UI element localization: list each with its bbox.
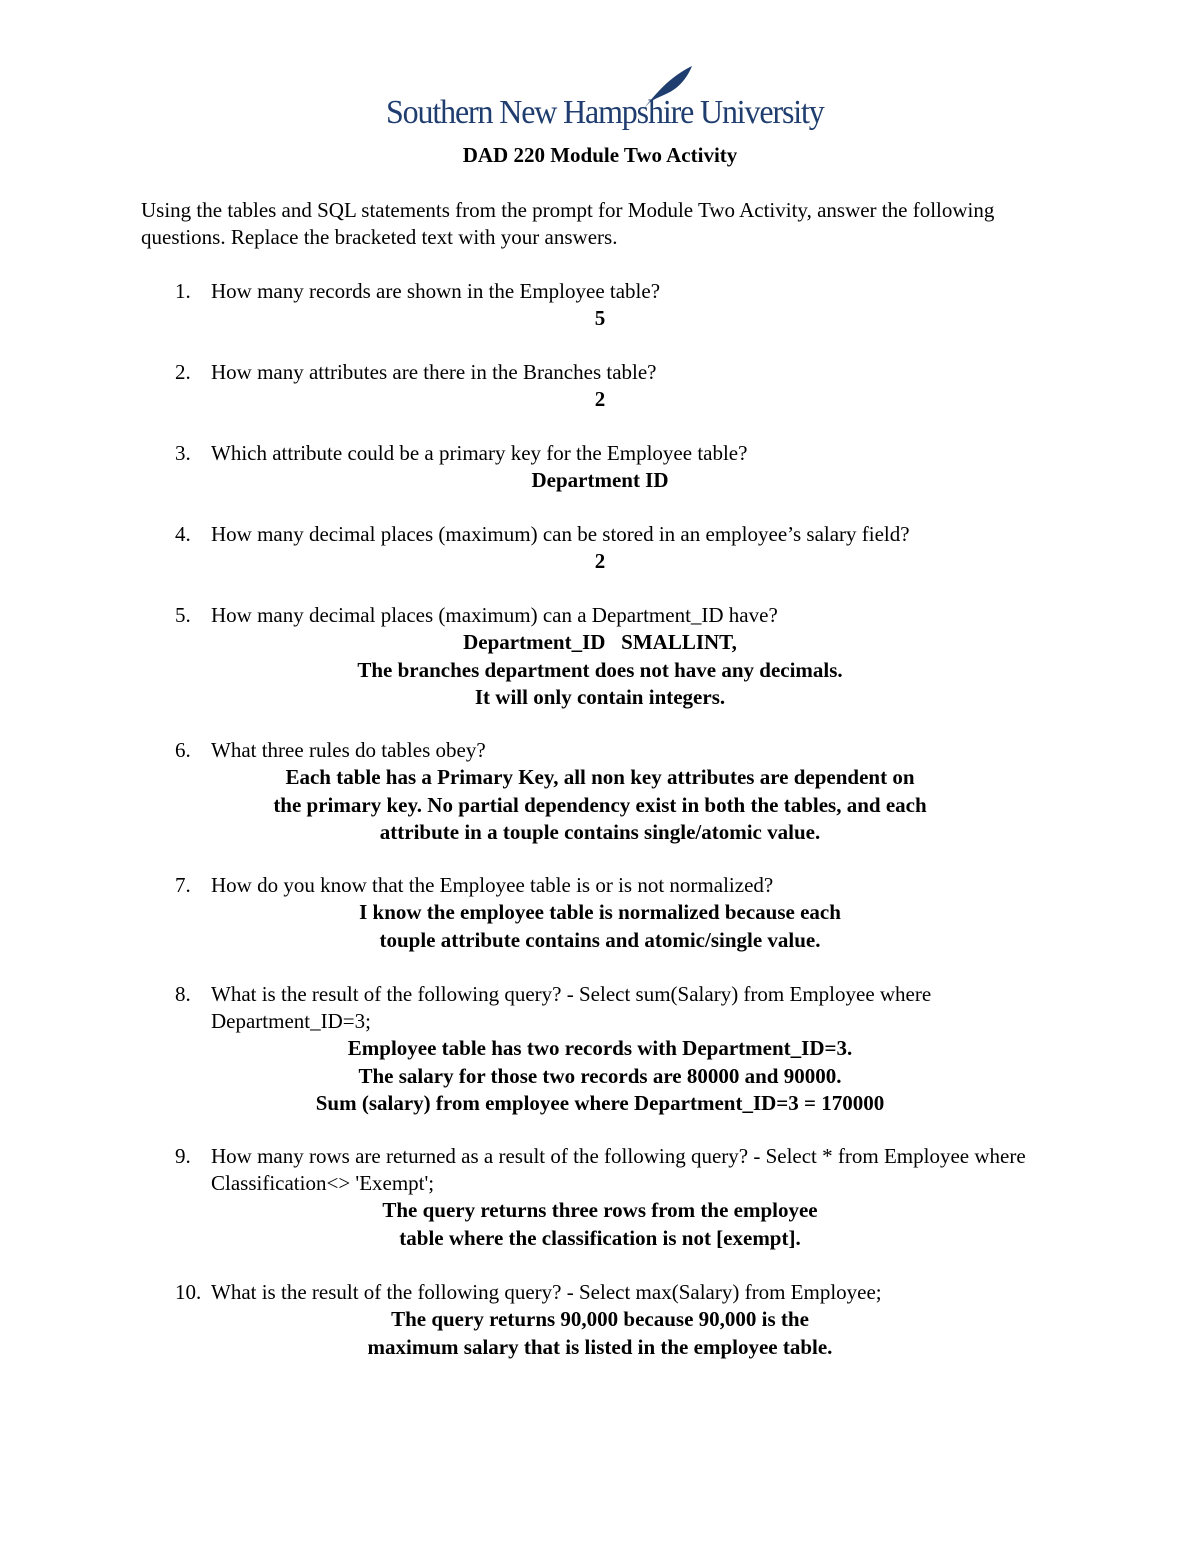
question-text: How many attributes are there in the Branches table? xyxy=(211,360,657,384)
question-number: 10. xyxy=(175,1280,202,1304)
question-2 xyxy=(175,359,1055,386)
question-number: 5. xyxy=(175,603,191,627)
answer-line: touple attribute contains and atomic/single value. xyxy=(379,927,821,952)
answer-7 xyxy=(0,899,1200,954)
answer-line: The salary for those two records are 80000 and 90000. xyxy=(358,1063,842,1088)
question-5 xyxy=(175,602,1055,629)
question-number: 6. xyxy=(175,738,191,762)
question-text: How many decimal places (maximum) can be stored in an employee’s salary field? xyxy=(211,522,910,546)
question-9 xyxy=(175,1143,1055,1197)
answer-line: maximum salary that is listed in the employee table. xyxy=(367,1334,833,1359)
question-number: 4. xyxy=(175,522,191,546)
question-text: How do you know that the Employee table is or is not normalized? xyxy=(211,873,774,897)
answer-line: Each table has a Primary Key, all non key attributes are dependent on xyxy=(285,765,915,789)
answer-6 xyxy=(0,764,1200,847)
answer-line: the primary key. No partial dependency exist in both the tables, and each xyxy=(273,792,927,817)
answer-line: table where the classification is not [exempt]. xyxy=(399,1225,801,1250)
university-logo xyxy=(386,64,824,142)
answer-line: It will only contain integers. xyxy=(474,685,726,709)
question-7 xyxy=(175,872,1055,899)
answer-9 xyxy=(0,1197,1200,1252)
question-number: 9. xyxy=(175,1144,191,1168)
answer-1 xyxy=(0,305,1200,333)
answer-8 xyxy=(0,1035,1200,1118)
answer-5 xyxy=(0,629,1200,712)
question-text: Which attribute could be a primary key for the Employee table? xyxy=(211,441,748,465)
answer-4 xyxy=(0,548,1200,576)
answer-line: Employee table has two records with Department_ID=3. xyxy=(347,1036,853,1060)
question-8 xyxy=(175,981,1055,1035)
answer-line: The branches department does not have any decimals. xyxy=(357,657,843,682)
question-3 xyxy=(175,440,1055,467)
answer-3 xyxy=(0,467,1200,495)
question-text: How many decimal places (maximum) can a Department_ID have? xyxy=(211,603,778,627)
question-10 xyxy=(175,1279,1055,1306)
answer-line: I know the employee table is normalized because each xyxy=(359,900,841,924)
question-4 xyxy=(175,521,1055,548)
question-number: 1. xyxy=(175,279,191,303)
question-text: What is the result of the following query? - Select max(Salary) from Employee; xyxy=(211,1280,882,1304)
answer-line: attribute in a touple contains single/atomic value. xyxy=(379,820,821,844)
answer-line: The query returns three rows from the employee xyxy=(382,1198,818,1222)
question-number: 3. xyxy=(175,441,191,465)
question-number: 2. xyxy=(175,360,191,384)
answer-2 xyxy=(0,386,1200,414)
answer-line: Department ID xyxy=(531,468,669,492)
question-text: How many records are shown in the Employee table? xyxy=(211,279,661,303)
answer-line: 5 xyxy=(594,306,606,330)
document-title: DAD 220 Module Two Activity xyxy=(462,143,738,167)
answer-line: Sum (salary) from employee where Department_ID=3 = 170000 xyxy=(315,1091,885,1115)
answer-line: 2 xyxy=(594,387,606,411)
answer-line: Department_ID SMALLINT, xyxy=(463,630,737,654)
question-text: What three rules do tables obey? xyxy=(211,738,486,762)
question-text: What is the result of the following query? - Select sum(Salary) from Employee where Department_ID=3; xyxy=(211,982,932,1033)
answer-line: The query returns 90,000 because 90,000 is the xyxy=(391,1307,809,1331)
question-text: How many rows are returned as a result of the following query? - Select * from Employee where Classification<> 'Exempt'; xyxy=(211,1144,1026,1195)
logo-wordmark: Southern New Hampshire University xyxy=(386,94,824,131)
intro-paragraph: Using the tables and SQL statements from the prompt for Module Two Activity, answer the following questions. Replace the bracketed text with your answers. xyxy=(141,198,995,249)
question-number: 8. xyxy=(175,982,191,1006)
question-1 xyxy=(175,278,1055,305)
question-6 xyxy=(175,737,1055,764)
answer-10 xyxy=(0,1306,1200,1361)
question-number: 7. xyxy=(175,873,191,897)
answer-line: 2 xyxy=(594,549,606,573)
